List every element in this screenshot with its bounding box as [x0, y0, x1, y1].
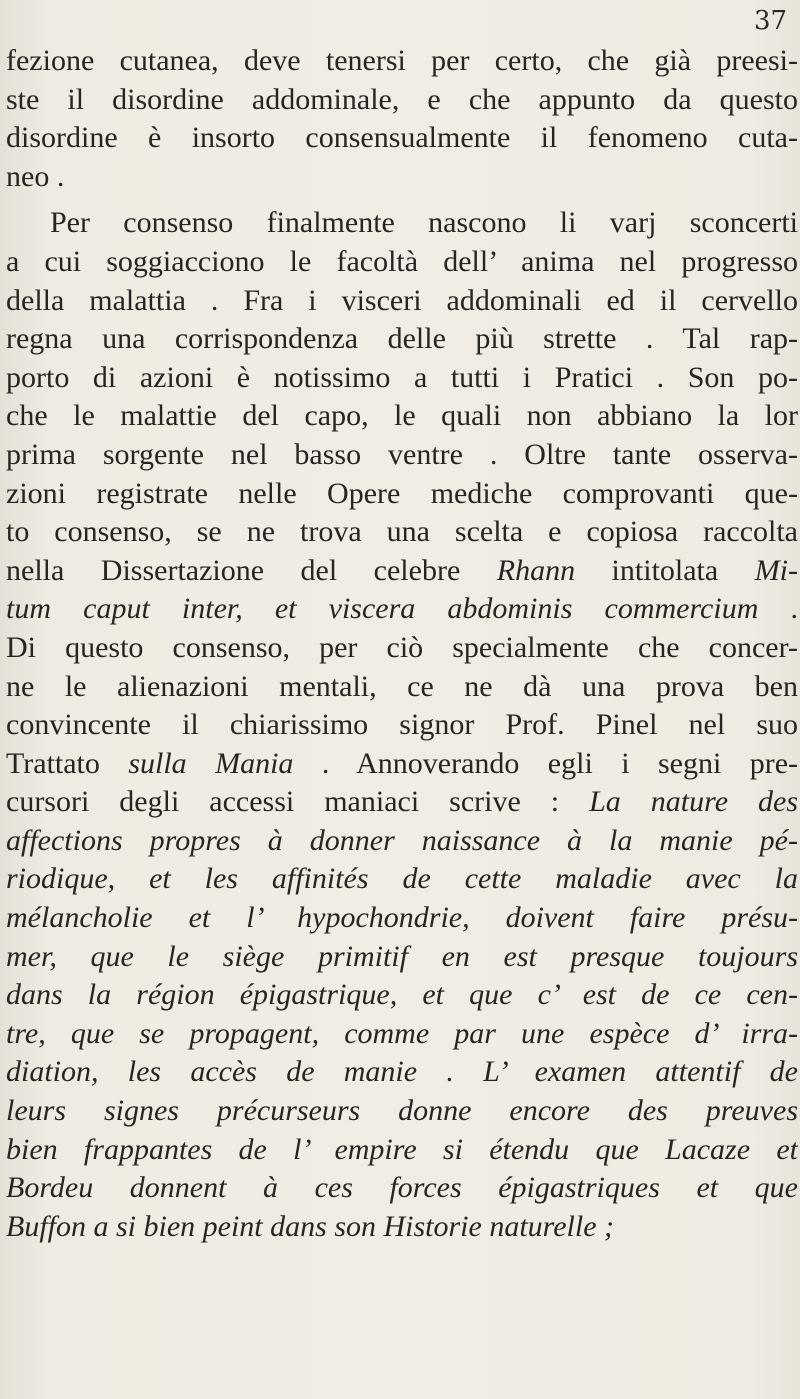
text-run: regna una corrispondenza delle più strette . Tal rap-: [6, 322, 798, 356]
text-line: [6, 359, 798, 398]
text-line: [6, 436, 798, 475]
text-line: [6, 243, 798, 282]
text-line: [6, 1208, 798, 1247]
text-line: [6, 1169, 798, 1208]
text-run: fezione cutanea, deve tenersi per certo, che già preesi-: [6, 44, 798, 77]
italic-text-run: mer, que le siège primitif en est presque toujours: [6, 939, 798, 973]
text-run: porto di azioni è notissimo a tutti i Pratici . Son po-: [6, 360, 798, 394]
italic-text-run: Bordeu donnent à ces forces épigastriques et que: [6, 1171, 798, 1205]
text-run: della malattia . Fra i visceri addominali ed il cervello: [6, 283, 798, 317]
text-line: [6, 1092, 798, 1131]
text-run: prima sorgente nel basso ventre . Oltre tante osserva-: [6, 437, 798, 471]
text-line: [6, 1053, 798, 1092]
text-line: [6, 397, 798, 436]
italic-text-run: affections propres à donner naissance à la manie pé-: [6, 823, 798, 857]
text-line: [6, 1015, 798, 1054]
text-run: cursori degli accessi maniaci scrive :: [6, 785, 590, 819]
italic-text-run: tum caput inter, et viscera abdominis commercium: [6, 592, 759, 626]
text-line: [6, 282, 798, 321]
text-line: [6, 158, 798, 197]
text-run: .: [758, 592, 798, 626]
italic-text-run: La nature des: [589, 785, 798, 819]
paragraph-spacer: [6, 196, 798, 204]
text-line: [6, 938, 798, 977]
italic-text-run: bien frappantes de l’ empire si étendu que Lacaze et: [6, 1132, 798, 1166]
text-run: ne le alienazioni mentali, ce ne dà una prova ben: [6, 669, 798, 703]
italic-text-run: Mi-: [754, 553, 798, 587]
text-line: [6, 783, 798, 822]
italic-text-run: dans la région épigastrique, et que c’ est de ce cen-: [6, 978, 798, 1012]
text-run: che le malattie del capo, le quali non abbiano la lor: [6, 399, 798, 433]
text-run: zioni registrate nelle Opere mediche comprovanti que-: [6, 476, 798, 510]
text-run: Trattato: [6, 746, 129, 780]
text-line: [6, 899, 798, 938]
text-line: [6, 745, 798, 784]
text-run: convincente il chiarissimo signor Prof. Pinel nel suo: [6, 708, 798, 742]
page-number: 37: [754, 6, 788, 36]
body-text: [6, 42, 798, 1246]
text-run: intitolata: [575, 553, 755, 587]
text-line: [6, 629, 798, 668]
text-line: [6, 822, 798, 861]
text-line: [6, 668, 798, 707]
text-run: Di questo consenso, per ciò specialmente che concer-: [6, 630, 798, 664]
italic-text-run: riodique, et les affinités de cette maladie avec la: [6, 862, 798, 896]
text-line: [6, 204, 798, 243]
text-line: [6, 552, 798, 591]
text-line: [6, 860, 798, 899]
italic-text-run: Buffon a si bien peint dans son Historie naturelle ;: [6, 1209, 615, 1243]
text-line: [6, 475, 798, 514]
text-run: . Annoverando egli i segni pre-: [293, 746, 798, 780]
text-run: disordine è insorto consensualmente il fenomeno cuta-: [6, 121, 798, 155]
text-run: to consenso, se ne trova una scelta e copiosa raccolta: [6, 515, 798, 549]
text-run: neo .: [6, 159, 65, 193]
text-line: [6, 513, 798, 552]
italic-text-run: tre, que se propagent, comme par une espèce d’ irra-: [6, 1016, 798, 1050]
italic-text-run: sulla Mania: [128, 746, 294, 780]
text-line: [6, 976, 798, 1015]
italic-text-run: Rhann: [496, 553, 576, 587]
text-line: [6, 320, 798, 359]
text-line: [6, 119, 798, 158]
text-line: [6, 1131, 798, 1170]
italic-text-run: mélancholie et l’ hypochondrie, doivent faire présu-: [6, 901, 798, 935]
text-line: [6, 81, 798, 120]
italic-text-run: leurs signes précurseurs donne encore des preuves: [6, 1094, 798, 1128]
text-line: [6, 706, 798, 745]
text-run: a cui soggiacciono le facoltà dell’ anima nel progresso: [6, 244, 798, 278]
text-run: Per consenso finalmente nascono li varj sconcerti: [50, 206, 798, 240]
text-run: nella Dissertazione del celebre: [6, 553, 497, 587]
text-line: [6, 42, 798, 81]
text-line: [6, 590, 798, 629]
italic-text-run: diation, les accès de manie . L’ examen attentif de: [6, 1055, 798, 1089]
text-run: ste il disordine addominale, e che appunto da questo: [6, 82, 798, 116]
